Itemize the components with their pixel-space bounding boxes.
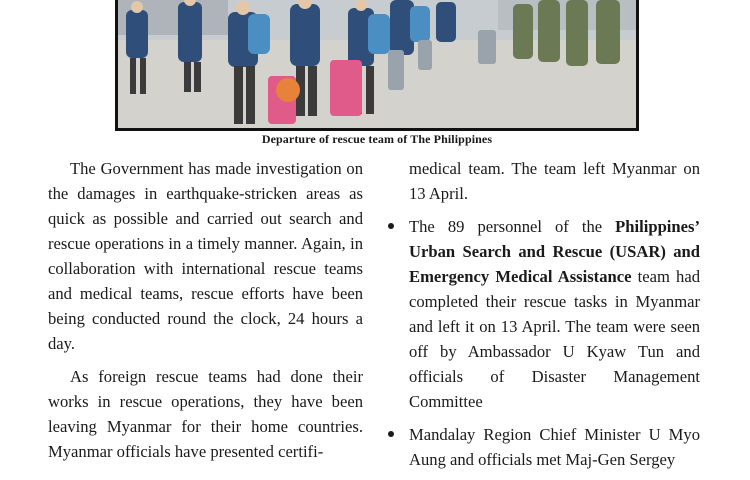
bullet-text-pre: Mandalay Region Chief Minister U Myo Aung and officials met Maj-Gen Sergey — [409, 425, 700, 469]
paragraph: The Government has made investigation on the damages in earthquake-stricken areas as quick as possible and carried out search and rescue operations in a timely manner. Again, in collaboration with international rescue teams and medical teams, rescue efforts have been being conducted round the clock, 24 hours a day. — [48, 159, 363, 353]
bullet-text-bold: Philippines’ Urban Search and Rescue (USAR) and Emergency Medical Assistance — [409, 217, 700, 286]
list-item — [388, 422, 700, 472]
news-photo — [115, 0, 639, 131]
bullet-text-post: team had completed their rescue tasks in Myanmar and left it on 13 April. The team were seen off by Ambassador U Kyaw Tun and officials of Disaster Management Committee — [409, 267, 700, 411]
bullet-list — [388, 214, 700, 472]
photo-caption: Departure of rescue team of The Philippines — [261, 132, 493, 146]
bullet-text-pre: The 89 personnel of the — [409, 217, 616, 236]
continued-paragraph: medical team. The team left Myanmar on 13 April. — [409, 159, 700, 203]
list-item — [388, 214, 700, 414]
rescue-team-photo — [118, 0, 636, 128]
bullet-icon — [388, 223, 394, 229]
left-column — [48, 156, 363, 464]
bullet-icon — [388, 431, 394, 437]
right-column — [388, 156, 700, 480]
paragraph: As foreign rescue teams had done their works in rescue operations, they have been leaving Myanmar for their home countries. Myanmar officials have presented certifi- — [48, 367, 363, 461]
